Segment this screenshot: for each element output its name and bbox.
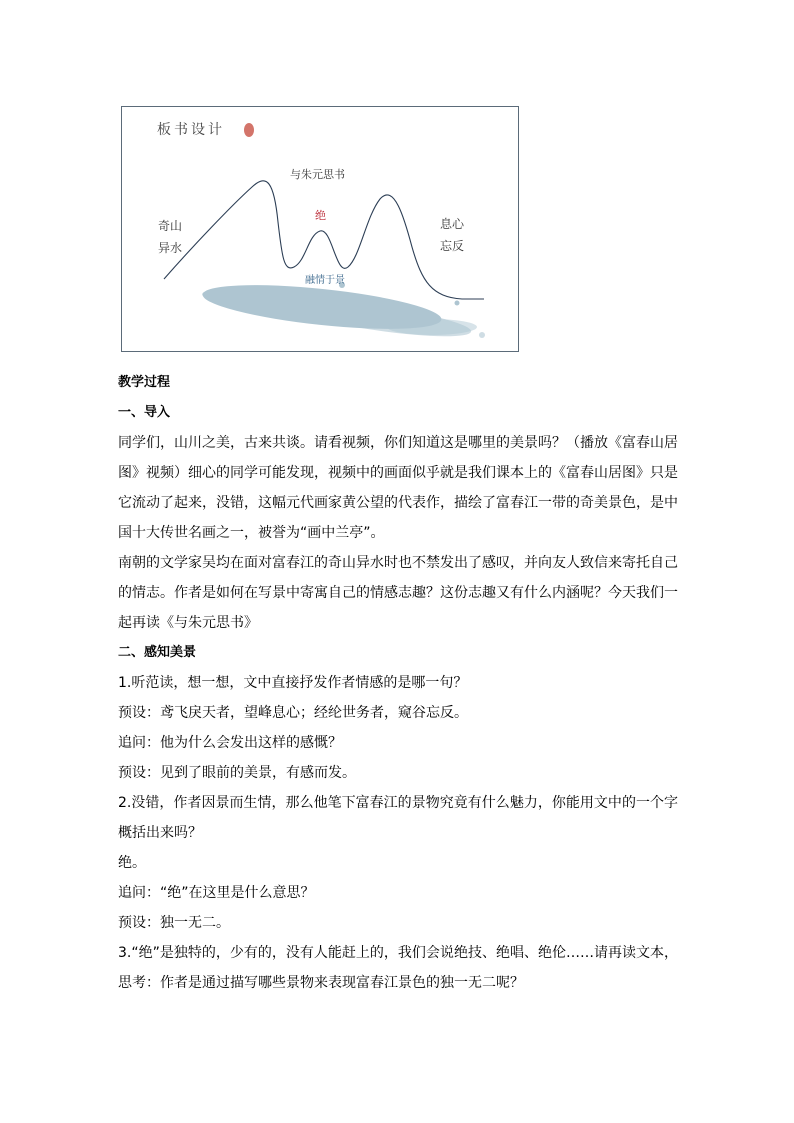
ink-wash xyxy=(201,277,485,344)
board-right-line1: 息心 xyxy=(440,217,465,231)
question-3: 3.“绝”是独特的，少有的，没有人能赶上的，我们会说绝技、绝唱、绝伦……请再读文本，思考：作者是通过描写哪些景物来表现富春江景色的独一无二呢？ xyxy=(118,945,678,991)
answer-2: 绝。 xyxy=(118,855,146,871)
board-right-text xyxy=(440,213,464,257)
board-left-text xyxy=(158,215,182,259)
question-2: 2.没错，作者因景而生情，那么他笔下富春江的景物究竟有什么魅力，你能用文中的一个字概括出来吗？ xyxy=(118,795,678,841)
paragraph-author: 南朝的文学家吴均在面对富春江的奇山异水时也不禁发出了感叹，并向友人致信来寄托自己的情志。作者是如何在写景中寄寓自己的情感志趣？这份志趣又有什么内涵呢？今天我们一起再读《与朱元思书》 xyxy=(118,555,678,631)
board-center-title: 与朱元思书 xyxy=(290,168,345,181)
question-1: 1.听范读，想一想，文中直接抒发作者情感的是哪一句？ xyxy=(118,675,468,691)
board-design-figure xyxy=(121,106,519,352)
board-left-line1: 奇山 xyxy=(158,219,183,233)
answer-1: 预设：鸢飞戾天者，望峰息心；经纶世务者，窥谷忘反。 xyxy=(118,705,468,721)
board-title: 板书设计 xyxy=(157,122,225,138)
document-body xyxy=(118,368,678,998)
board-left-line2: 异水 xyxy=(158,241,183,255)
heading-process: 教学过程 xyxy=(118,375,171,390)
board-right-line2: 忘反 xyxy=(440,239,465,253)
paragraph-intro: 同学们，山川之美，古来共谈。请看视频，你们知道这是哪里的美景吗？（播放《富春山居图》视频）细心的同学可能发现，视频中的画面似乎就是我们课本上的《富春山居图》只是它流动了起来，没错，这幅元代画家黄公望的代表作，描绘了富春江一带的奇美景色，是中国十大传世名画之一，被誉为“画中兰亭”。 xyxy=(118,435,678,541)
followup-1: 追问：他为什么会发出这样的感慨？ xyxy=(118,735,342,751)
section-heading-1: 一、导入 xyxy=(118,405,171,420)
section-heading-2: 二、感知美景 xyxy=(118,645,197,660)
board-bottom-word: 融情于景 xyxy=(305,275,345,286)
seal-icon xyxy=(244,123,254,137)
answer-1b: 预设：见到了眼前的美景，有感而发。 xyxy=(118,765,356,781)
followup-2: 追问：“绝”在这里是什么意思？ xyxy=(118,885,315,901)
board-peak-word: 绝 xyxy=(315,209,326,222)
answer-2b: 预设：独一无二。 xyxy=(118,915,230,931)
